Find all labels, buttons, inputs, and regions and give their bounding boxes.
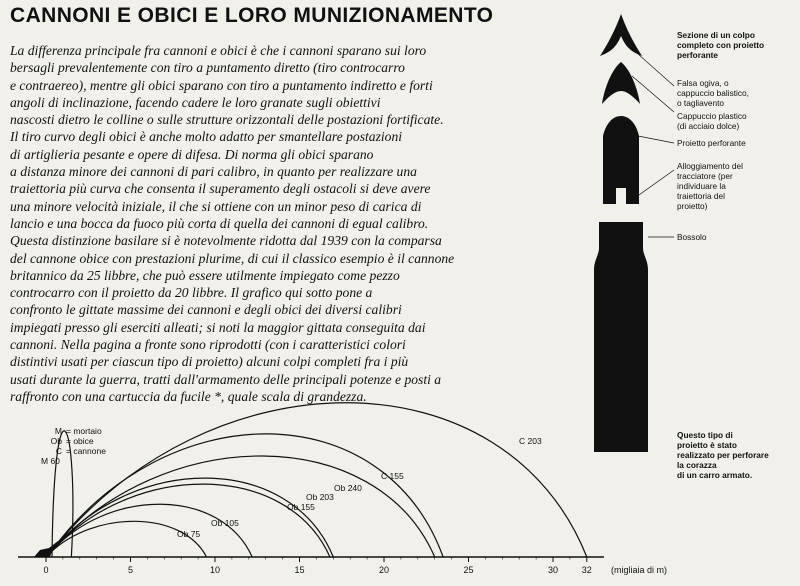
legend-text: = mortaio	[66, 426, 102, 436]
body-line: a distanza minore dei cannoni di pari calibro, in quanto per realizzare una	[10, 164, 417, 180]
x-tick-label: 25	[463, 565, 474, 575]
x-tick-label: 5	[127, 565, 134, 575]
body-line: impiegati presso gli eserciti alleati; si noti la maggior gittata conseguita dai	[10, 319, 426, 335]
trajectory-ob-203	[50, 478, 333, 557]
x-tick-label: 15	[294, 565, 305, 575]
legend-text: = obice	[66, 436, 94, 446]
series-label: M 60	[41, 456, 60, 466]
body-line: Questa distinzione basilare si è notevolmente ridotta dal 1939 con la comparsa	[10, 233, 442, 249]
x-axis-label: (migliaia di m)	[611, 565, 668, 575]
body-line: di artiglieria pesante e opere di difesa. Di norma gli obici sparano	[10, 146, 374, 162]
series-label: Ob 75	[177, 529, 201, 539]
legend-code: Ob	[50, 436, 62, 446]
x-tick-label: 30	[547, 565, 559, 575]
label-line: perforante	[677, 50, 719, 60]
body-line: una minore velocità iniziale, il che si ottiene con un minor peso di carica di	[10, 198, 422, 214]
label-line: (di acciaio dolce)	[677, 121, 740, 131]
label-line: tracciatore (per	[677, 171, 733, 181]
x-tick-label: 20	[378, 565, 390, 575]
label-line: cappuccio balistico,	[677, 88, 749, 98]
trajectory-ob-75	[50, 521, 207, 557]
label-line: o tagliavento	[677, 98, 725, 108]
body-line: Il tiro curvo degli obici è anche molto adatto per smantellare postazioni	[10, 129, 403, 145]
series-label: Ob 240	[334, 483, 362, 493]
body-line: lancio e una bocca da fuoco più corta di quella dei cannoni di egual calibro.	[10, 215, 429, 231]
label-line: Cappuccio plastico	[677, 111, 747, 121]
body-line: britannico da 25 libbre, che può essere utilmente impiegato come pezzo	[10, 267, 400, 283]
label-line: proietto)	[677, 201, 708, 211]
series-label: Ob 155	[287, 502, 315, 512]
label-line: Falsa ogiva, o	[677, 78, 729, 88]
series-label: C 155	[381, 471, 404, 481]
label-line: Alloggiamento del	[677, 161, 743, 171]
body-line: traiettoria più curva che consenta il superamento degli ostacoli si deve avere	[10, 181, 431, 197]
label-line: traiettoria del	[677, 191, 725, 201]
series-label: Ob 105	[211, 518, 239, 528]
body-line: nascosti dietro le colline o sulle strutture orizzontali delle postazioni fortificate.	[10, 112, 444, 128]
label-line: Questo tipo di	[677, 430, 733, 440]
series-label: Ob 203	[306, 492, 334, 502]
trajectory-ob-105	[50, 504, 252, 557]
body-line: raffronto con una cartuccia da fucile *, quale scala di grandezza.	[10, 388, 367, 404]
x-tick-label: 10	[209, 565, 221, 575]
label-line: individuare la	[677, 181, 726, 191]
label-line: Proietto perforante	[677, 138, 746, 148]
body-line: La differenza principale fra cannoni e obici è che i cannoni sparano sui loro	[10, 43, 427, 58]
legend-code: C	[55, 446, 62, 456]
body-line: bersagli prevalentemente con tiro a puntamento diretto (tiro controcarro	[10, 60, 405, 76]
legend-text: = cannone	[66, 446, 106, 456]
body-line: distintivi usati per ciascun tipo di proietto) alcuni colpi completi fra i più	[10, 354, 409, 370]
body-line: usati durante la guerra, tratti dall'armamento delle principali potenze e posti a	[10, 371, 442, 387]
label-line: completo con proietto	[677, 40, 765, 50]
legend-code: M	[54, 426, 62, 436]
label-line: la corazza	[677, 460, 717, 470]
trajectory-ob-240	[50, 456, 435, 557]
body-line: confronto le gittate massime dei cannoni e degli obici dei diversi calibri	[10, 302, 402, 318]
body-line: del cannone obice con prestazioni plurime, di cui il classico esempio è il cannone	[10, 250, 455, 266]
label-line: Bossolo	[677, 232, 707, 242]
body-line: cannoni. Nella pagina a fronte sono riprodotti (con i caratteristici colori	[10, 337, 406, 353]
label-line: realizzato per perforare	[677, 450, 769, 460]
body-line: controcarro con il proietto da 20 libbre. Il grafico qui sotto pone a	[10, 285, 373, 301]
x-tick-label: 0	[43, 565, 49, 575]
page-title: CANNONI E OBICI E LORO MUNIZIONAMENTO	[10, 4, 494, 27]
body-line: angoli di inclinazione, facendo cadere le loro granate sugli obiettivi	[10, 94, 381, 110]
x-tick-label: 32	[581, 565, 592, 575]
trajectory-c-155	[50, 434, 443, 557]
trajectory-c-203	[50, 403, 587, 557]
body-line: e contraereo), mentre gli obici sparano con tiro a puntamento indiretto e forti	[10, 77, 433, 93]
series-label: C 203	[519, 436, 542, 446]
label-line: Sezione di un colpo	[677, 30, 755, 40]
label-line: di un carro armato.	[677, 470, 753, 480]
label-line: proietto è stato	[677, 440, 737, 450]
